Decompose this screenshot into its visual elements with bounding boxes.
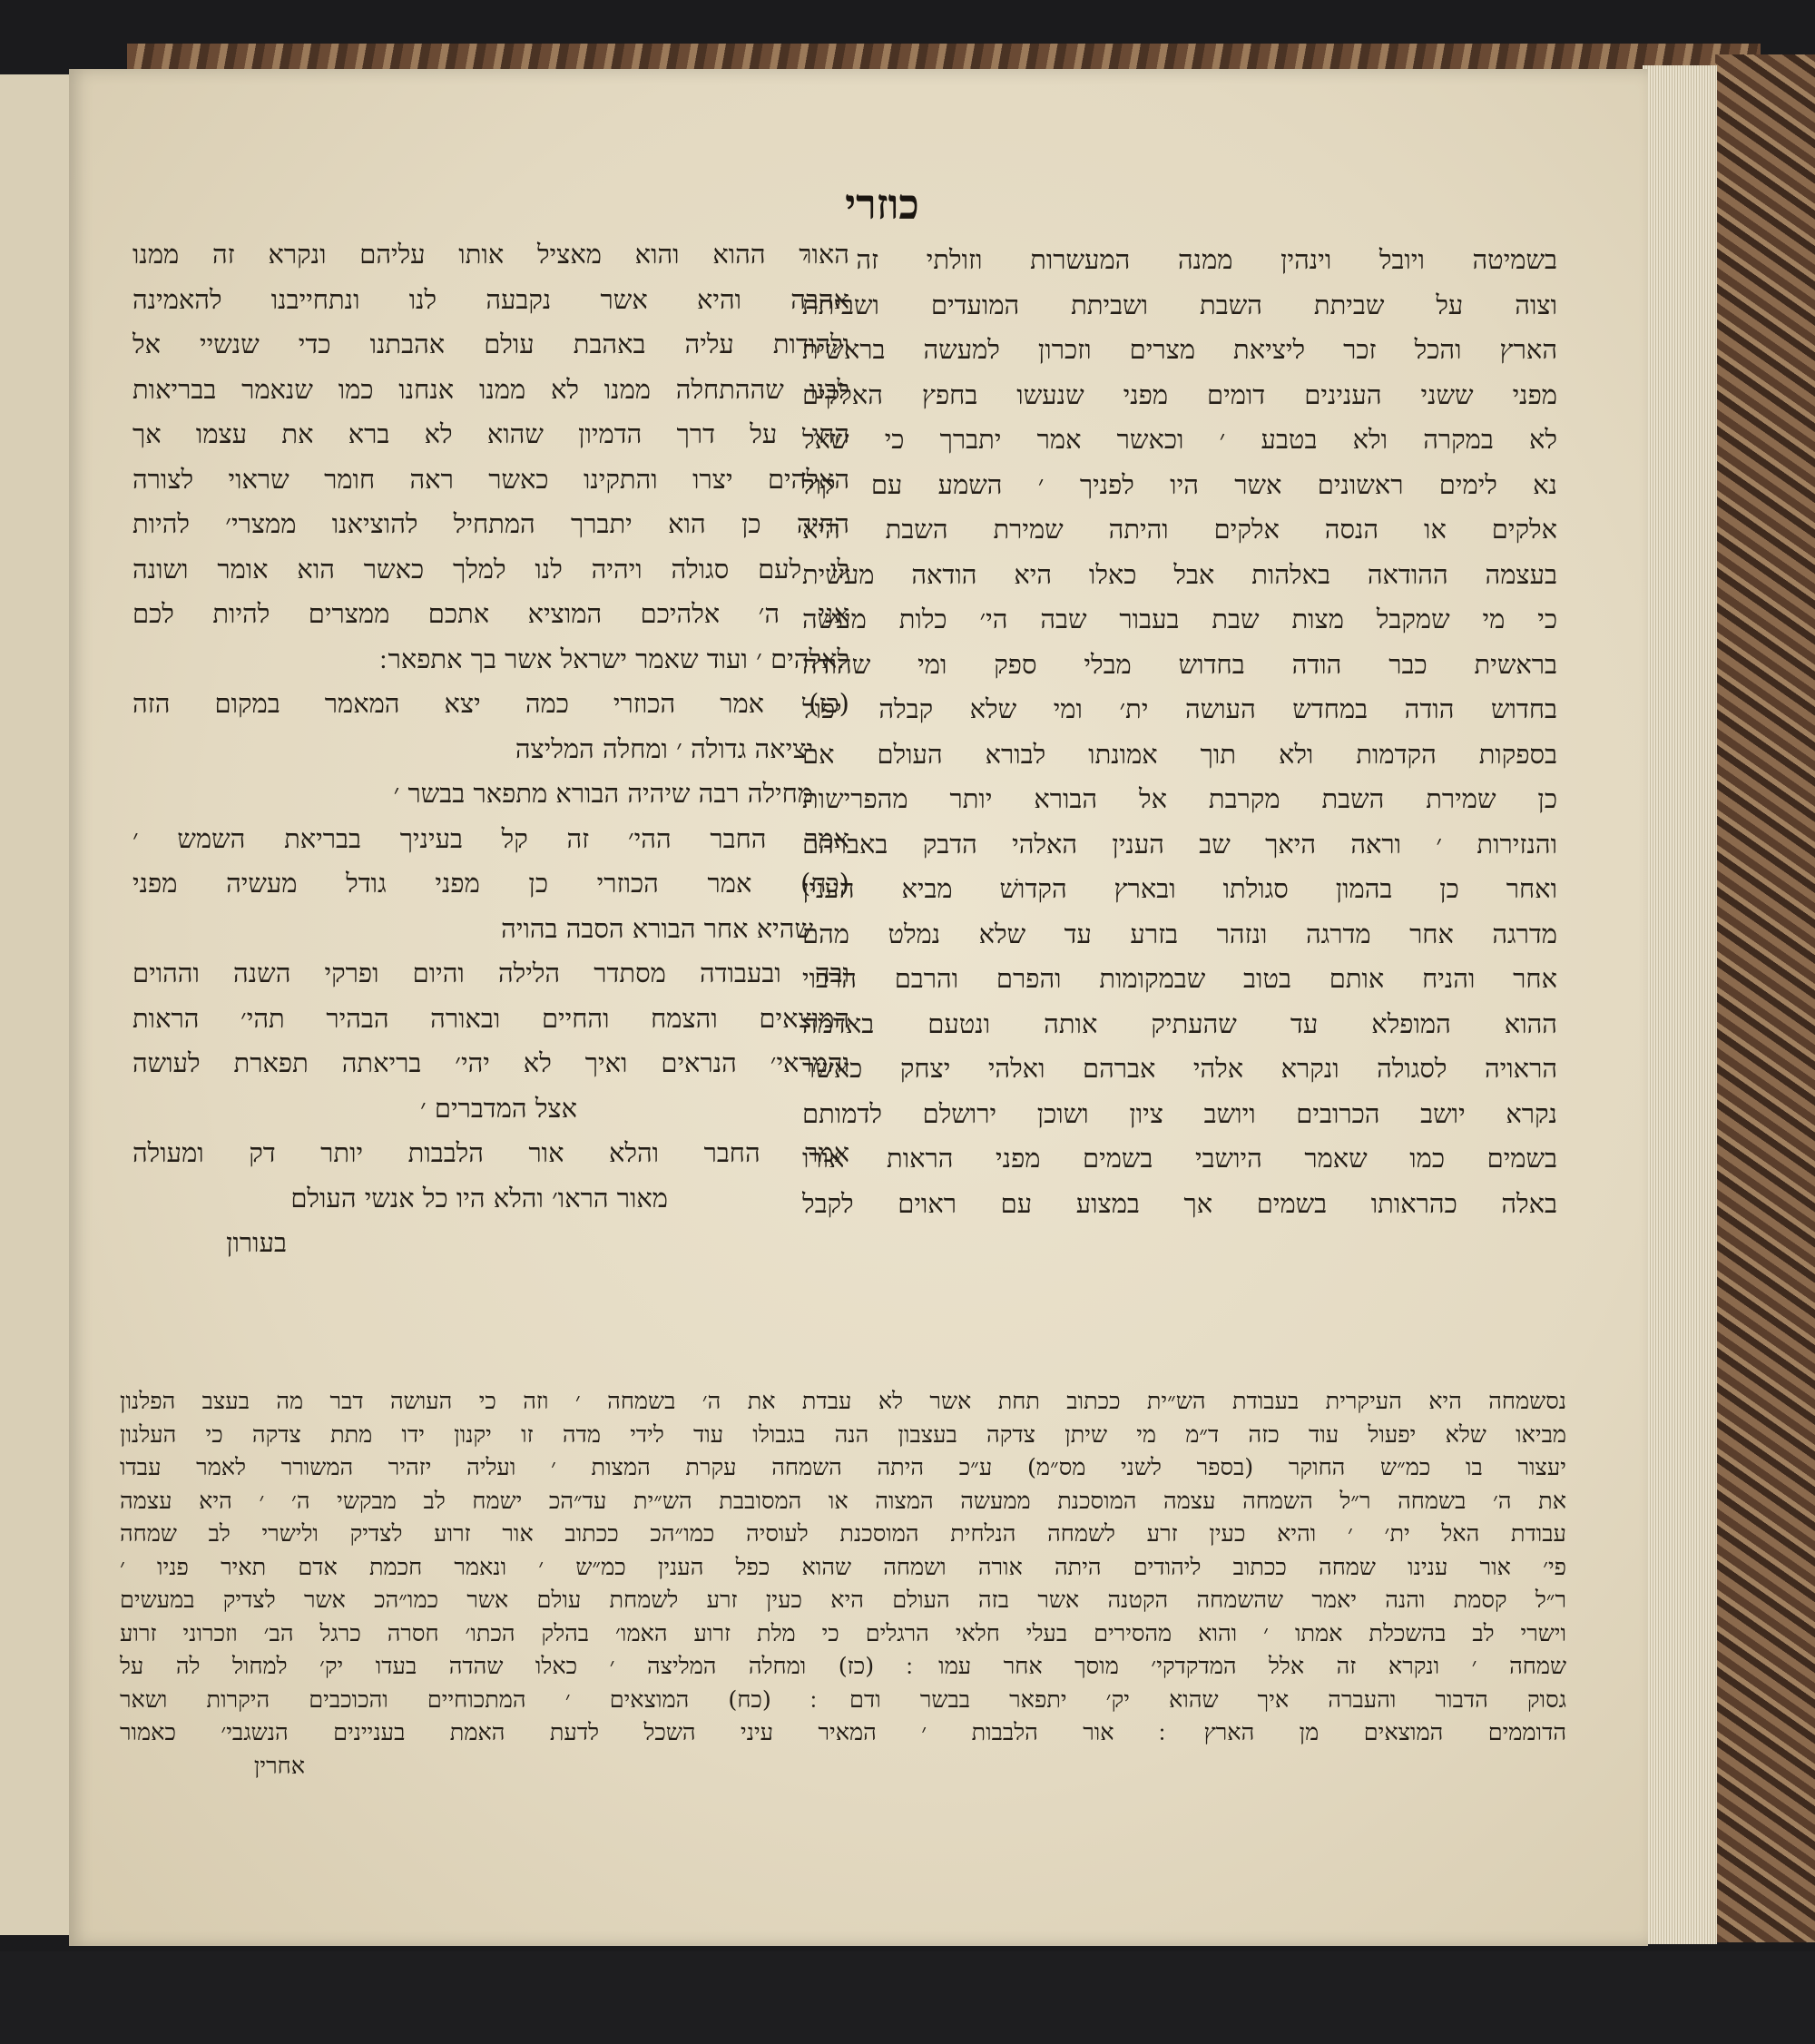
text-line: נקרא יושב הכרובים ויושב ציון ושוכן ירושלם לדמותם [802,1097,1557,1129]
text-line: האור ההוא והוא מאציל אותו עליהם ונקרא זה ממנו [132,239,849,270]
text-line: מחילה רבה שיהיה הבורא מתפאר בבשר ׳ [393,778,813,809]
text-line: ואחר כן בהמון סגולתו ובארץ הקדושׁ מביא הענין [802,873,1557,904]
text-line: אהבה והיא אשר נקבעה לנו ונתחייבנו להאמינה [132,283,849,315]
text-line: וצוה על שביתת השבת ושביתת המועדים ושביתת [802,289,1557,320]
footnote-line: עבודת האל ית׳ ׳ והיא כעין זרע לשמחה הנלחית המוסכנת לעוסיה כמו״הכ ככתוב אור זרוע לצדיק ולישרי לב שמחה [120,1520,1566,1548]
text-line: אחר והניח אותם בטוב שבמקומות והפרם והרבם הרבוי [802,963,1557,994]
text-line: באלה כהראותו בשמים אך במצוע עם ראוים לקבל [802,1187,1557,1219]
text-line: לבנו שההתחלה ממנו לא ממנו אנחנו כמו שנאמר בבריאות [132,373,849,405]
text-line: ההוא המופלא עד שהעתיק אותה ונטעם באדמה [802,1007,1557,1039]
footnote-line: ר״ל קסמת והנה יאמר שהשמחה הקטנה אשר בזה העולם היא כעין זרע לשמחת עולם אשר כמו״הכ אשר לצדיק במעשים [120,1587,1566,1614]
text-line: לו לעם סגולה ויהיה לנו למלך כאשר הוא אומר ושונה [132,553,849,585]
text-line: לא במקרה ולא בטבע ׳ וכאשר אמר יתברך כי שאל [802,424,1557,455]
footnote-line: מביאו שלא יפעול עוד כזה ד״מ מי שיתן צדקה בעצבון הנה בגבולו עוד לידי מדה זו יקנון ידו מתת צדקה כי העלנון [120,1420,1566,1449]
text-line: בראשית כבר הודה בחדוש מבלי ספק ומי שהודה [802,648,1557,680]
text-line: והמראי׳ הנראים ואיך לא יהי׳ בריאתה תפארת לעושה [132,1047,849,1078]
text-line: והנזירות ׳ וראה היאך שב הענין האלהי הדבק באברהם [802,828,1557,860]
footnote-line: יעצור בו כמ״ש החוקר (בספר לשני מס״מ) ע״כ היתה השמחה עקרת המצות ׳ ועליה יזהיר המשורר לאמר עבדו [120,1454,1566,1481]
text-line: אלקים או הנסה אלקים והיתה שמירת השבת היא [802,514,1557,545]
text-line: בשמים כמו שאמר היושבי בשמים מפני הראות אורו [802,1143,1557,1174]
text-line: כי מי שמקבל מצות שבת בעבור שבה הי׳ כלות מעשה [802,604,1557,634]
text-line: יציאה גדולה ׳ ומחלה המליצה [515,732,813,764]
footnote-line: את ה׳ בשמחה ר״ל השמחה עצמה המוסכנת ממעשה המצוה או המסובבת הש״ית עד״הכ ישמח לב מבקשי ה׳ ׳ היא עצמה [120,1487,1566,1515]
text-line: החיה כן הוא יתברך המתחיל להוציאנו ממצרי׳ להיות [132,508,849,539]
text-line: החי על דרך הדמיון שהוא לא ברא את עצמו אך [132,418,849,449]
text-line: אני ה׳ אלהיכם המוציא אתכם ממצרים להיות לכם [132,598,849,629]
text-line: ובה ובעבודה מסתדר הלילה והיום ופרקי השנה וההוים [132,958,849,988]
page-heading: כוזרי [845,180,919,229]
footnote-line: נסשמחה היא העיקרית בעבודת הש״ית ככתוב תחת אשר לא עבדת את ה׳ בשמחה ׳ וזה כי העושה דבר מה בעצב הפלנון [120,1388,1566,1415]
footnotes [120,1385,1566,1783]
text-line: בעורון [226,1227,287,1258]
speaker-line: (כח) אמר הכוזרי כן מפני גודל מעשיה מפני [132,868,849,899]
text-line: הארץ והכל זכר ליציאת מצרים וזכרון למעשה בראשית [802,334,1557,365]
footnote-line: שמחה ׳ ונקרא זה אלל המדקדקי׳ מוסך אחר עמו ׃ (כז) ומחלה המליצה ׳ כאלו שהדה בעדו יק׳ למחול לה על [120,1653,1566,1680]
speaker-line: אמר החבר ההי׳ זה קל בעיניך בבריאת השמש ׳ [132,822,849,854]
text-line: בספקות הקדמות ולא תוך אמונתו לבורא העולם אם [802,738,1557,770]
text-line: מפני ששני הענינים דומים מפני שנעשו בחפץ האלקים [802,378,1557,410]
text-line: לאלהים ׳ ועוד שאמר ישראל אשר בך אתפאר ׃ [379,643,849,674]
footnote-line: פי׳ אור ענינו שמחה ככתוב ליהודים היתה אורה ושמחה שהוא כפל הענין כמ״ש ׳ ונאמר חכמת אדם תאיר פניו ׳ [120,1553,1566,1581]
text-line: האלהים יצרו והתקינו כאשר ראה חומר שראוי לצורה [132,463,849,495]
text-line: הראויה לסגולה ונקרא אלהי אברהם ואלהי יצחק כאשר [802,1053,1557,1084]
footnote-line: גסוק הדבור והעברה איך שהוא יק׳ יתפאר בבשר ודם ׃ (כח) המוצאים ׳ המתכוחיים והכוכבים היקרות ושאר [120,1685,1566,1714]
text-line: אצל המדברים ׳ [419,1092,577,1124]
text-line: כן שמירת השבת מקרבת אל הבורא יותר מהפרישות [802,783,1557,814]
right-column [802,238,1557,1226]
page-edges [1643,65,1717,1944]
text-line: שהיא אחר הבורא הסבה בהויה [501,912,813,944]
text-line: בעצמה ההודאה באלהות אבל כאלו היא הודאה מעשית [802,558,1557,590]
footnote-line: הדוממים המוצאים מן הארץ ׃ אור הלבבות ׳ המאיר עיני השכל לדעת האמת בעניינים הנשגבי׳ כאמור [120,1719,1566,1746]
book-cover-right [1715,54,1815,1942]
text-line: מדרגה אחר מדרגה ונזהר בזרע עד שלא נמלט מהם [802,918,1557,949]
text-line: ולהודות עליה באהבת עולם אהבתנו כדי שנשיי אל [132,329,849,359]
left-column [132,232,849,1266]
spine-bottom [0,1951,1815,2044]
text-line: המוצאים והצמח והחיים ובאורה הבהיר תהי׳ הראות [132,1002,849,1034]
text-line: בשמיטה ויובל וינהין ממנה המעשרות וזולתי זה ׳ [802,244,1557,275]
facing-page-edge [0,74,72,1935]
speaker-line: (כז) אמר הכוזרי כמה יצא המאמר במקום הזה [132,688,849,719]
footnote-line: וישרי לב בהשכלת אמתו ׳ והוא מהסירים בעלי חלאי הרגלים כי מלת זרוע האמו׳ בהלק הכתו׳ חסרה כרגל הב׳ וזכרוני זרוע [120,1619,1566,1647]
footnote-line: אחרין [253,1752,305,1780]
text-line: נא לימים ראשונים אשר היו לפניך ׳ השמע עם קול [802,468,1557,500]
speaker-line: אמר החבר והלא אור הלבבות יותר דק ומעולה [132,1137,849,1168]
text-line: מאור הראו׳ והלא היו כל אנשי העולם [290,1182,668,1214]
book-page [69,69,1648,1946]
text-line: בחדוש הודה במחדש העושה ית׳ ומי שלא קבלה יפול [802,693,1557,724]
